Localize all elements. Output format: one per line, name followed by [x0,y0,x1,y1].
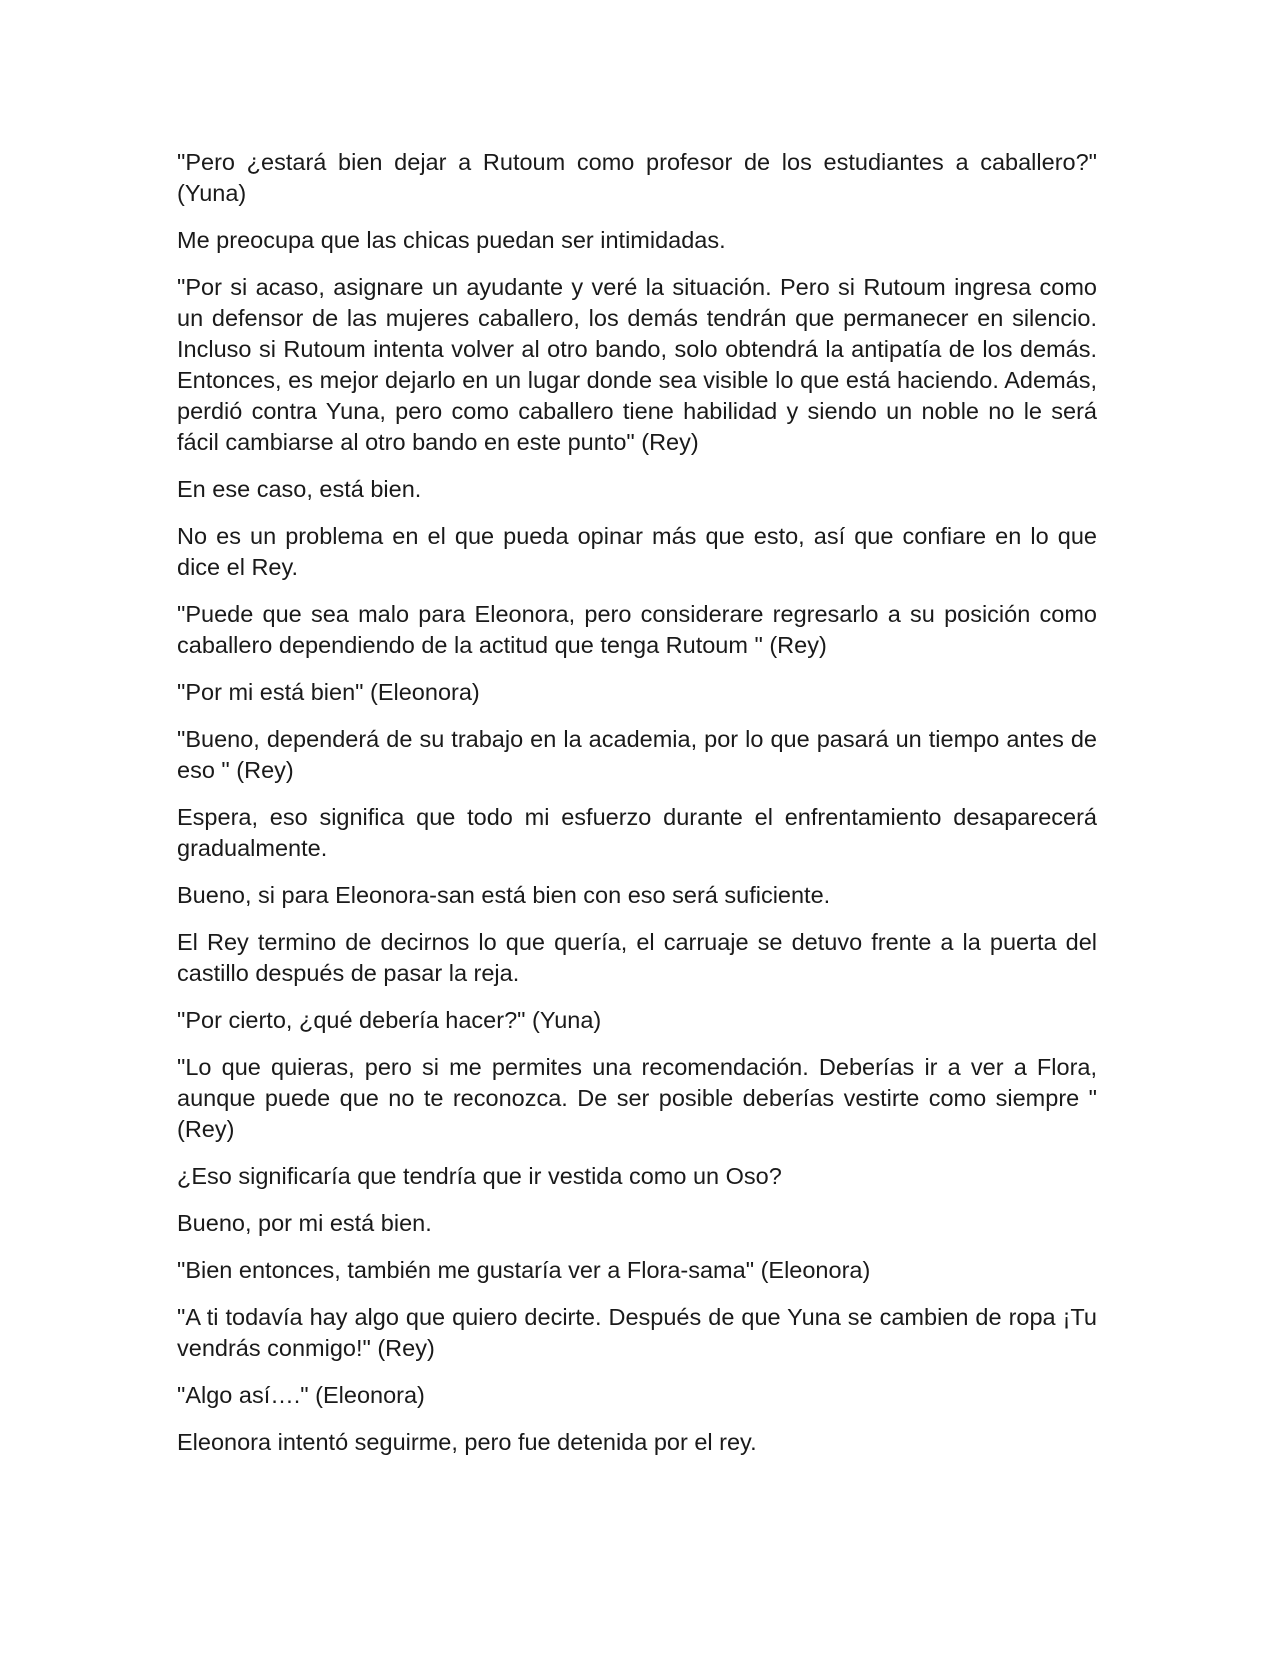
paragraph-5: No es un problema en el que pueda opinar más que esto, así que confiare en lo que dice el Rey. [177,523,1097,580]
paragraph-11: El Rey termino de decirnos lo que quería, el carruaje se detuvo frente a la puerta del castillo después de pasar la reja. [177,929,1097,986]
paragraph-8: "Bueno, dependerá de su trabajo en la academia, por lo que pasará un tiempo antes de eso " (Rey) [177,726,1097,783]
paragraph-13: "Lo que quieras, pero si me permites una recomendación. Deberías ir a ver a Flora, aunque puede que no te reconozca. De ser posible deberías vestirte como siempre " (Rey) [177,1054,1097,1142]
paragraph-1: "Pero ¿estará bien dejar a Rutoum como profesor de los estudiantes a caballero?" (Yuna) [177,149,1097,206]
paragraph-9: Espera, eso significa que todo mi esfuerzo durante el enfrentamiento desaparecerá gradualmente. [177,804,1097,861]
paragraph-12: "Por cierto, ¿qué debería hacer?" (Yuna) [177,1007,602,1033]
paragraph-19: Eleonora intentó seguirme, pero fue detenida por el rey. [177,1429,757,1455]
paragraph-15: Bueno, por mi está bien. [177,1210,432,1236]
document-page [177,147,1097,1474]
paragraph-3: "Por si acaso, asignare un ayudante y veré la situación. Pero si Rutoum ingresa como un defensor de las mujeres caballero, los demás tendrán que permanecer en silencio. Incluso si Rutoum intenta volver al otro bando, solo obtendrá la antipatía de los demás. Entonces, es mejor dejarlo en un lugar donde sea visible lo que está haciendo. Además, perdió contra Yuna, pero como caballero tiene habilidad y siendo un noble no le será fácil cambiarse al otro bando en este punto" (Rey) [177,274,1097,455]
paragraph-6: "Puede que sea malo para Eleonora, pero considerare regresarlo a su posición como caballero dependiendo de la actitud que tenga Rutoum " (Rey) [177,601,1097,658]
paragraph-18: "Algo así…." (Eleonora) [177,1382,425,1408]
paragraph-14: ¿Eso significaría que tendría que ir vestida como un Oso? [177,1163,782,1189]
paragraph-4: En ese caso, está bien. [177,476,422,502]
paragraph-2: Me preocupa que las chicas puedan ser intimidadas. [177,227,726,253]
paragraph-7: "Por mi está bien" (Eleonora) [177,679,480,705]
paragraph-17: "A ti todavía hay algo que quiero decirte. Después de que Yuna se cambien de ropa ¡Tu vendrás conmigo!" (Rey) [177,1304,1097,1361]
paragraph-10: Bueno, si para Eleonora-san está bien con eso será suficiente. [177,882,831,908]
paragraph-16: "Bien entonces, también me gustaría ver a Flora-sama" (Eleonora) [177,1257,871,1283]
